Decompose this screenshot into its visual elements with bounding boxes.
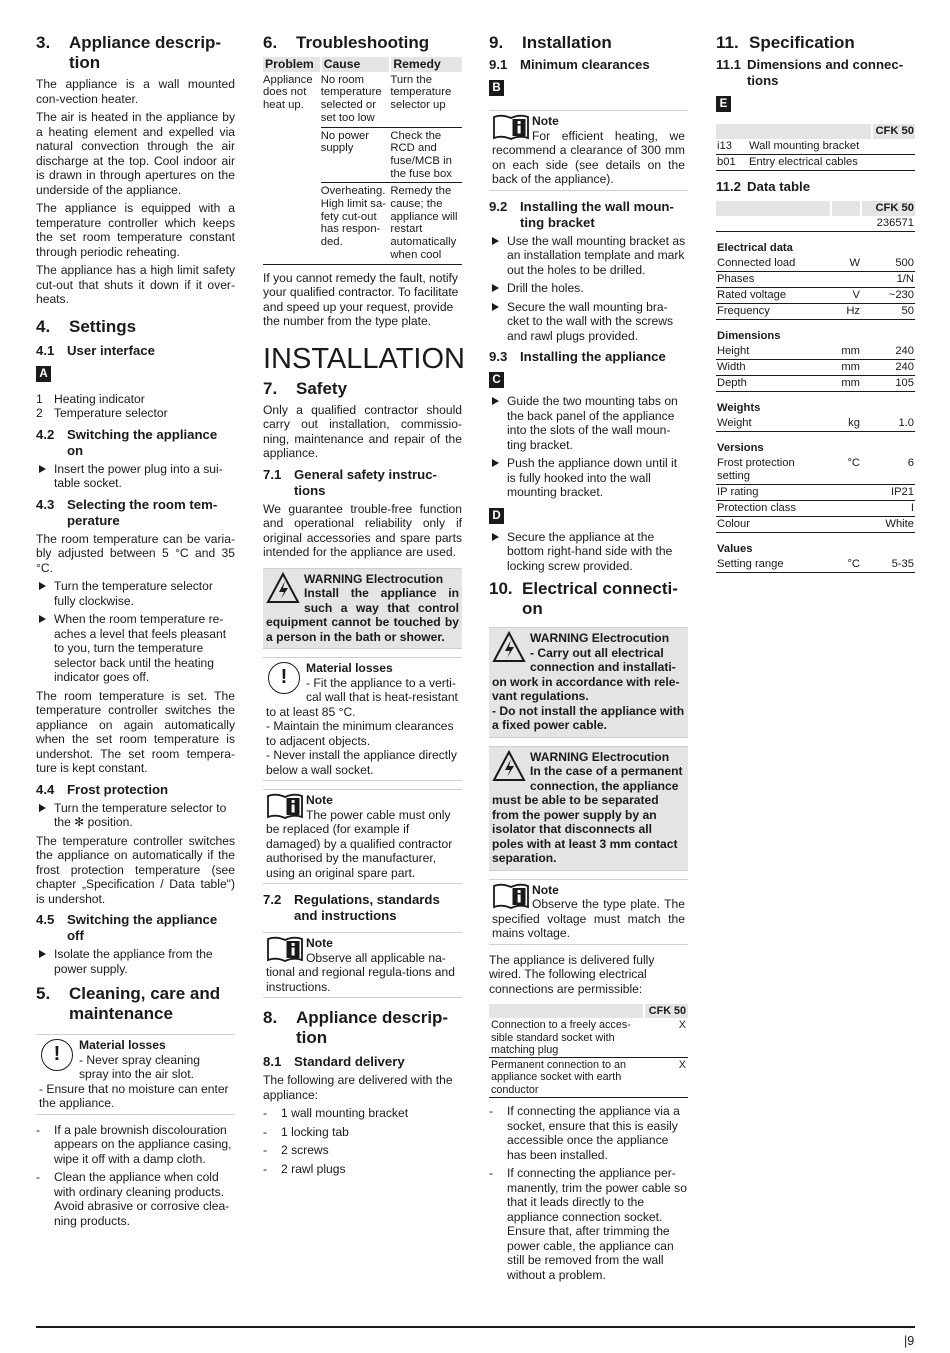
column-3: [489, 33, 688, 1286]
dimensions-table: CFK 50 i13 Wall mounting bracket b01 Entry electrical cables: [716, 124, 915, 171]
warning-box: WARNING Electrocution Install the appliance in such a way that control equipment cannot be touched by a person in the bath or shower.: [263, 568, 462, 650]
instruction-step: When the room temperature re-aches a level that feels pleasant to you, turn the temperature selector back until the heating indicator goes off.: [36, 612, 235, 685]
spec-row: Weight kg 1.0: [716, 416, 915, 432]
subsection-heading: 9.3 Installing the appliance: [489, 349, 666, 364]
paragraph: The appliance is delivered fully wired. The following electrical connections are permissible:: [489, 952, 655, 996]
figure-label: A: [36, 366, 51, 382]
spec-section-title: Weights: [717, 402, 761, 414]
column-1: [36, 33, 235, 1232]
info-book-icon: [266, 793, 304, 820]
instruction-step: Isolate the appliance from the power supply.: [36, 947, 235, 976]
spec-row: Connected load W 500: [716, 256, 915, 272]
warning-icon: [266, 572, 300, 604]
table-row: i13 Wall mounting bracket: [716, 139, 915, 155]
section-heading: 10. Electrical connecti-on: [489, 579, 678, 618]
subsection-heading: 4.4 Frost protection: [36, 781, 169, 797]
instruction-step: Drill the holes.: [489, 281, 688, 296]
figure-label: E: [716, 96, 731, 112]
note-box: Note The power cable must only be replaced (for example if damaged) by a qualified contractor authorised by the manufacturer, using an original spare part.: [263, 789, 462, 884]
paragraph: The appliance is a wall mounted con-vection heater.: [36, 77, 235, 106]
list-item: - If connecting the appliance via a socket, ensure that this is easily accessible once the appliance has been installed.: [489, 1104, 680, 1162]
subsection-heading: 9.2 Installing the wall moun-ting bracket: [489, 198, 674, 230]
spec-row: Colour White: [716, 517, 915, 533]
warning-icon: [492, 750, 526, 782]
spec-row: Frequency Hz 50: [716, 304, 915, 320]
spec-row: Height mm 240: [716, 344, 915, 360]
data-table: CFK 50 236571 Electrical data Connected load W 500 Phases 1/N Rated voltage V ~230 Frequency Hz 50 Dimensions Height mm 240 Width mm 240 Depth mm 105 Weights Weight kg 1.0 Versions Frost protection setting °C 6 IP rating IP21 Protection class I Colour White Values Setting range °C 5-35: [716, 201, 915, 573]
column-2: [263, 33, 465, 1180]
spec-row: IP rating IP21: [716, 485, 915, 501]
table-row: Connection to a freely acces-sible standard socket with matching plug X: [491, 1019, 686, 1056]
warning-box: WARNING Electrocution - Carry out all electrical connection and installati-on work in accordance with rele-vant regulations. - Do not install the appliance with a fixed power cable.: [489, 627, 688, 738]
section-heading: 6. Troubleshooting: [263, 33, 430, 52]
paragraph: We guarantee trouble-free function and operational reliability only if original accessories and spare parts intended for the appliance are used.: [263, 501, 462, 560]
exclamation-icon: !: [268, 662, 300, 694]
figure-label: D: [489, 508, 504, 524]
spec-row: Frost protection setting °C 6: [716, 456, 915, 485]
subsection-heading: 11.2 Data table: [716, 179, 811, 194]
paragraph: The air is heated in the appliance by a heating element and expelled via natural convection through the air discharge at the top. Cool indoor air is drawn in through apertures on the underside of the appliance.: [36, 110, 235, 197]
column-4: [716, 33, 915, 573]
numbered-list: 1 Heating indicator 2 Temperature selector: [36, 391, 168, 420]
spec-row: Width mm 240: [716, 360, 915, 376]
subsection-heading: 8.1 Standard delivery: [263, 1054, 405, 1070]
list-item: - 1 locking tab: [263, 1124, 349, 1139]
spec-section-title: Values: [717, 543, 753, 555]
section-heading: 11. Specification: [716, 33, 855, 52]
page-number: |9: [904, 1334, 915, 1348]
spec-row: Protection class I: [716, 501, 915, 517]
paragraph: The following are delivered with the appliance:: [263, 1073, 453, 1102]
table-row: Appliance does not heat up. No room temperature selected or set too low Turn the temperature selector up: [263, 72, 462, 127]
instruction-step: Push the appliance down until it is fully hooked into the wall mounting bracket.: [489, 456, 688, 500]
instruction-step: Turn the temperature selector fully clockwise.: [36, 579, 235, 608]
material-losses-notice: ! Material losses - Fit the appliance to a verti-cal wall that is heat-resistant to at least 85 °C. - Maintain the minimum clearances to adjacent objects. - Never install the appliance directly below a wall socket.: [263, 657, 462, 781]
info-book-icon: [266, 936, 304, 963]
part-heading: INSTALLATION: [263, 342, 465, 375]
list-item: - 2 screws: [263, 1143, 329, 1158]
section-heading: 3. Appliance descrip-tion: [36, 33, 222, 72]
info-book-icon: [492, 883, 530, 910]
warning-box: WARNING Electrocution In the case of a permanent connection, the appliance must be able to be separated from the power supply by an isolator that disconnects all poles with at least 3 mm contact separation.: [489, 746, 688, 871]
figure-label: B: [489, 80, 504, 96]
spec-row: Rated voltage V ~230: [716, 288, 915, 304]
subsection-heading: 7.2 Regulations, standards and instructions: [263, 892, 440, 924]
paragraph: The appliance has a high limit safety cut-out that shuts it down if it over-heats.: [36, 263, 235, 306]
list-item: - Clean the appliance when cold with ordinary cleaning products. Avoid abrasive or corrosive clea-ning products.: [36, 1170, 230, 1228]
table-row: Overheating. High limit sa-fety cut-out has respon-ded. Remedy the cause; the appliance will restart automatically when cool: [263, 183, 462, 264]
list-item: - 1 wall mounting bracket: [263, 1106, 409, 1121]
table-row: Permanent connection to an appliance socket with earth conductor X: [491, 1059, 686, 1096]
subsection-heading: 4.3 Selecting the room tem-perature: [36, 496, 218, 528]
instruction-step: Use the wall mounting bracket as an installation template and mark out the holes to be drilled.: [489, 234, 688, 278]
spec-section-title: Dimensions: [717, 330, 781, 342]
note-box: Note Observe all applicable na-tional and regional regula-tions and instructions.: [263, 932, 462, 998]
subsection-heading: 4.2 Switching the appliance on: [36, 426, 218, 458]
instruction-step: Turn the temperature selector to the ✻ position.: [36, 801, 235, 830]
spec-row: Phases 1/N: [716, 272, 915, 288]
troubleshooting-table: Problem Cause Remedy Appliance does not heat up. No room temperature selected or set too low Turn the temperature selector up No power supply Check the RCD and fuse/MCB in the fuse box Overheating. High limit sa-fety cut-out has respon-ded. Remedy the cause; the appliance will restart automatically when cool: [263, 57, 462, 265]
paragraph: Only a qualified contractor should carry out installation, commissio-ning, maintenance and repair of the appliance.: [263, 402, 462, 461]
section-heading: 8. Appliance descrip-tion: [263, 1008, 449, 1048]
paragraph: The room temperature is set. The temperature controller switches the appliance on again automatically when the set room temperature is undershot. The set room tempera-ture is kept constant.: [36, 688, 235, 775]
exclamation-icon: !: [41, 1039, 73, 1071]
table-row: b01 Entry electrical cables: [716, 155, 915, 171]
note-box: Note For efficient heating, we recommend a clearance of 300 mm on each side (see details on the back of the appliance).: [489, 110, 688, 191]
connection-table: CFK 50 Connection to a freely acces-sible standard socket with matching plug X Permanent connection to an appliance socket with earth conductor X: [491, 1005, 686, 1096]
footer-rule: [36, 1326, 915, 1328]
warning-icon: [492, 631, 526, 663]
list-item: - If connecting the appliance per-manently, trim the power cable so that it leads directly to the appliance connection socket. Ensure that, after trimming the power cable, the appliance can still be removed from the wall without a problem.: [489, 1166, 687, 1282]
list-item: - If a pale brownish discolouration appears on the appliance casing, wipe it off with a damp cloth.: [36, 1122, 232, 1166]
instruction-step: Secure the wall mounting bra-cket to the wall with the screws and rawl plugs provided.: [489, 300, 688, 344]
spec-row: Depth mm 105: [716, 376, 915, 392]
note-box: Note Observe the type plate. The specified voltage must match the mains voltage.: [489, 879, 688, 945]
paragraph: The appliance is equipped with a temperature controller which keeps the set room temperature constant through periodic reheating.: [36, 201, 235, 259]
subsection-heading: 9.1 Minimum clearances: [489, 57, 650, 72]
instruction-step: Insert the power plug into a sui-table socket.: [36, 462, 235, 491]
table-row: No power supply Check the RCD and fuse/MCB in the fuse box: [263, 127, 462, 183]
paragraph: The room temperature can be varia-bly adjusted between 5 °C and 35 °C.: [36, 531, 235, 575]
section-heading: 9. Installation: [489, 33, 612, 52]
section-heading: 5. Cleaning, care and maintenance: [36, 984, 221, 1023]
spec-row: Setting range °C 5-35: [716, 557, 915, 573]
figure-label: C: [489, 372, 504, 388]
subsection-heading: 4.5 Switching the appliance off: [36, 912, 218, 943]
subsection-heading: 7.1 General safety instruc-tions: [263, 466, 437, 498]
section-heading: 7. Safety: [263, 378, 348, 398]
list-item: - 2 rawl plugs: [263, 1161, 346, 1176]
subsection-heading: 4.1 User interface: [36, 342, 155, 358]
paragraph: The temperature controller switches the appliance on automatically if the frost protection temperature (see chapter „Specification / Data table") is undershot.: [36, 833, 235, 906]
paragraph: If you cannot remedy the fault, notify your qualified contractor. To facilitate and speed up your request, provide the number from the type plate.: [263, 270, 459, 329]
material-losses-notice: ! Material losses - Never spray cleaning spray into the air slot. - Ensure that no moisture can enter the appliance.: [36, 1034, 235, 1115]
instruction-step: Secure the appliance at the bottom right-hand side with the locking screw provided.: [489, 530, 688, 574]
spec-section-title: Versions: [717, 442, 764, 454]
instruction-step: Guide the two mounting tabs on the back panel of the appliance into the slots of the wall moun-ting bracket.: [489, 394, 688, 452]
spec-section-title: Electrical data: [717, 242, 793, 254]
section-heading: 4. Settings: [36, 316, 137, 336]
info-book-icon: [492, 114, 530, 141]
subsection-heading: 11.1 Dimensions and connec-tions: [716, 57, 904, 88]
